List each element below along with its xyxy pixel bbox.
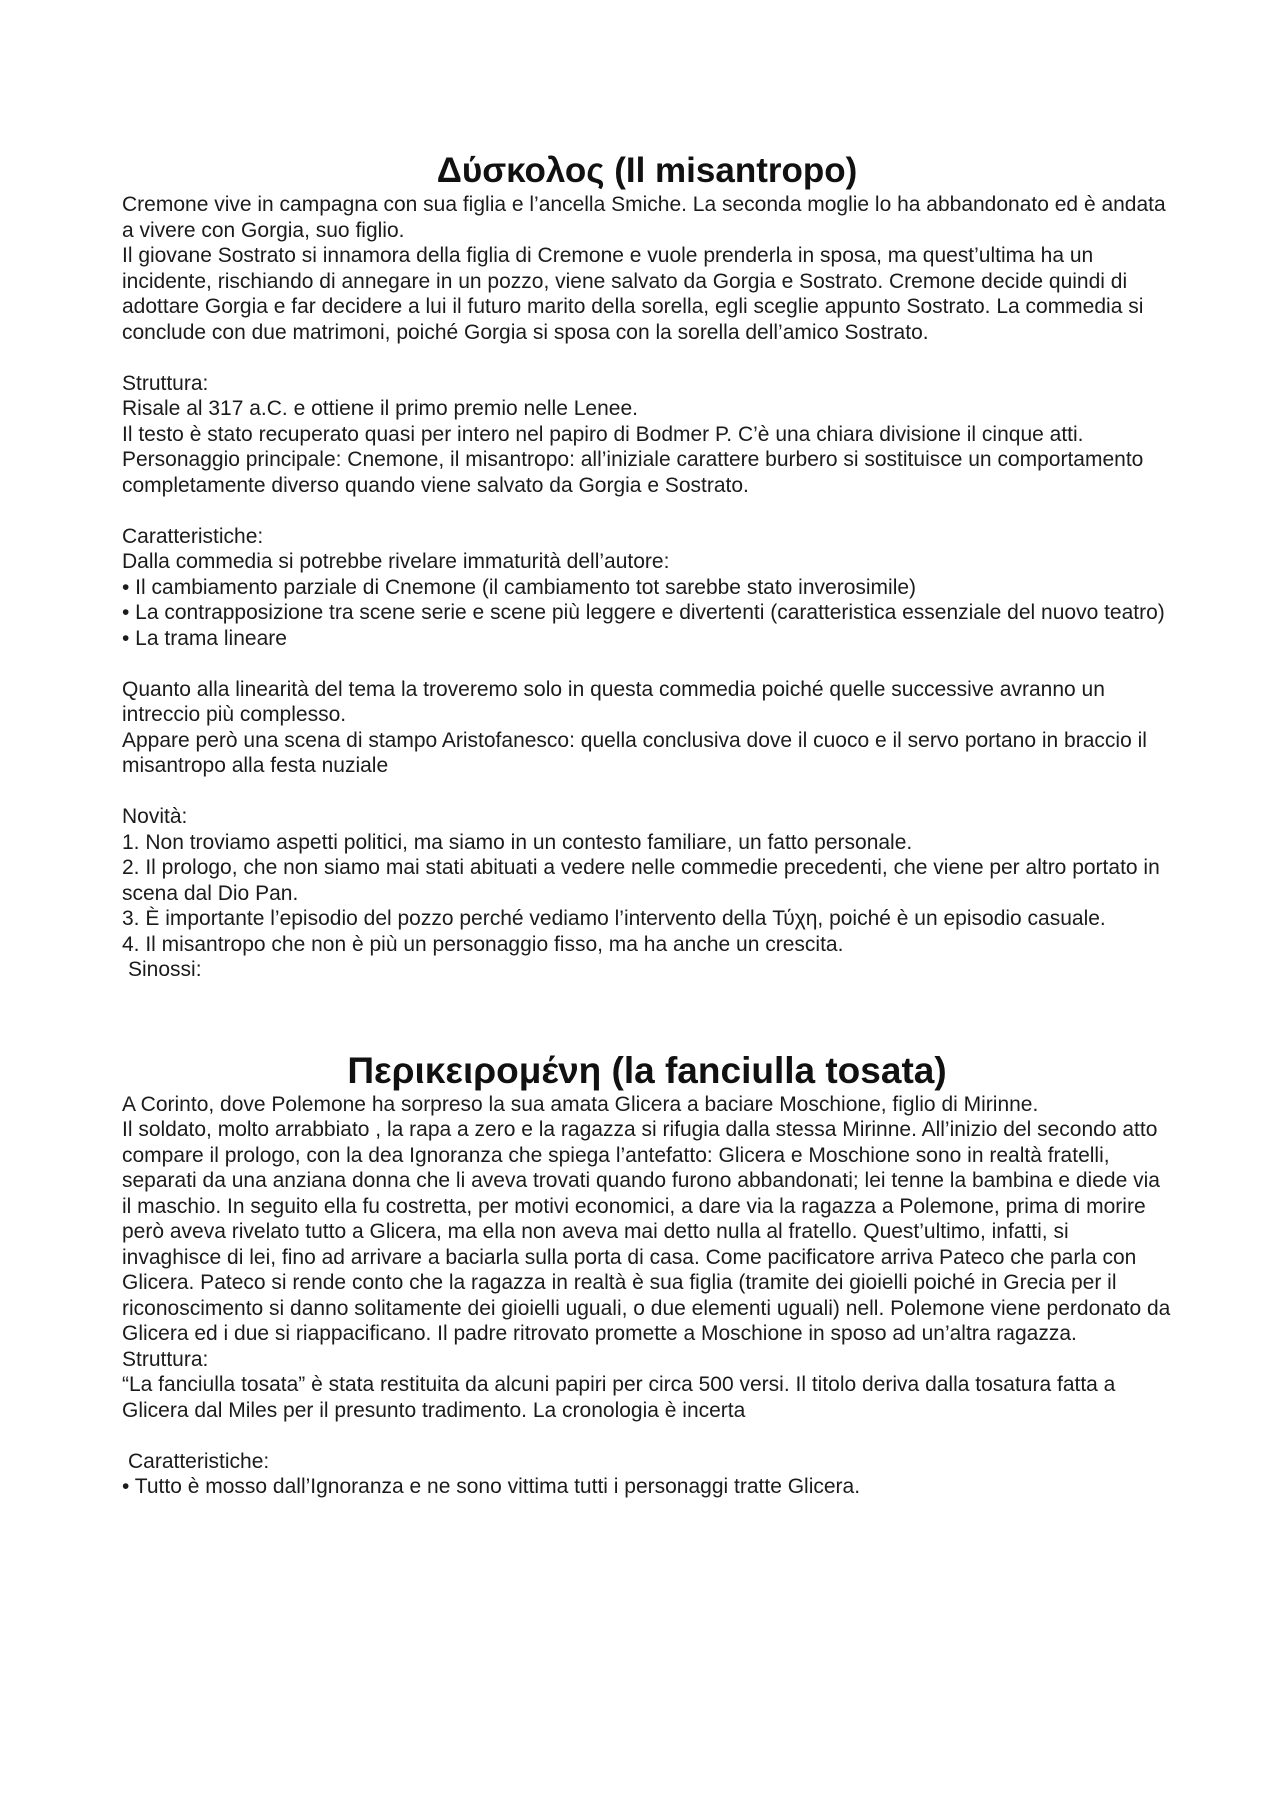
section-title-perikeiromene: Περικειρομένη (la fanciulla tosata) — [347, 1049, 947, 1091]
bullet-item: • Tutto è mosso dall’Ignoranza e ne sono vittima tutti i personaggi tratte Glicera. — [122, 1475, 861, 1498]
subheading-caratteristiche: Caratteristiche: — [128, 1449, 270, 1473]
subheading-struttura: Struttura: — [122, 1347, 209, 1371]
paragraph: Appare però una scena di stampo Aristofanesco: quella conclusiva dove il cuoco e il servo portano in braccio il misantropo alla festa nuziale — [122, 728, 1147, 777]
paragraph: Il giovane Sostrato si innamora della figlia di Cremone e vuole prenderla in sposa, ma quest’ultima ha un incidente, rischiando di annegare in un pozzo, viene salvato da Gorgia e Sostrato. Cremone decide quindi di adottare Gorgia e far decidere a lui il futuro marito della sorella, egli sceglie appunto Sostrato. La commedia si conclude con due matrimoni, poiché Gorgia si sposa con la sorella dell’amico Sostrato. — [122, 244, 1144, 344]
numbered-item: 1. Non troviamo aspetti politici, ma siamo in un contesto familiare, un fatto personale. — [122, 830, 913, 854]
numbered-item: 4. Il misantropo che non è più un personaggio fisso, ma ha anche un crescita. — [122, 932, 844, 956]
bullet-item: • Il cambiamento parziale di Cnemone (il cambiamento tot sarebbe stato inverosimile) — [122, 575, 917, 599]
bullet-item: • La trama lineare — [122, 626, 287, 650]
paragraph: A Corinto, dove Polemone ha sorpreso la sua amata Glicera a baciare Moschione, figlio di Mirinne. — [122, 1092, 1039, 1116]
paragraph: Risale al 317 a.C. e ottiene il primo premio nelle Lenee. — [122, 397, 638, 420]
numbered-item: 2. Il prologo, che non siamo mai stati abituati a vedere nelle commedie precedenti, che viene per altro portato in scena dal Dio Pan. — [122, 856, 1160, 905]
subheading-sinossi: Sinossi: — [128, 958, 202, 981]
section-title-dyskolos: Δύσκολος (Il misantropo) — [436, 151, 858, 190]
paragraph: Il soldato, molto arrabbiato , la rapa a zero e la ragazza si rifugia dalla stessa Mirinne. All’inizio del secondo atto compare il prologo, con la dea Ignoranza che spiega l’antefatto: Glicera e Moschione sono in realtà fratelli, separati da una anziana donna che li aveva trovati quando furono abbandonati; lei tenne la bambina e diede via il maschio. In seguito ella fu costretta, per motivi economici, a dare via la ragazza a Polemone, prima di morire però aveva rivelato tutto a Glicera, ma ella non aveva mai detto nulla al fratello. Quest’ultimo, infatti, si invaghisce di lei, fino ad arrivare a baciarla sulla porta di casa. Come pacificatore arriva Pateco che parla con Glicera. Pateco si rende conto che la ragazza in realtà è sua figlia (tramite dei gioielli poiché in Grecia per il riconoscimento si danno solitamente dei gioielli uguali, o due elementi uguali) nell. Polemone viene perdonato da Glicera ed i due si riappacificano. Il padre ritrovato promette a Moschione in sposo ad un’altra ragazza. — [122, 1118, 1171, 1345]
paragraph: Il testo è stato recuperato quasi per intero nel papiro di Bodmer P. C’è una chiara divisione il cinque atti. — [122, 422, 1084, 446]
document-page — [122, 150, 1172, 1500]
paragraph: “La fanciulla tosata” è stata restituita da alcuni papiri per circa 500 versi. Il titolo deriva dalla tosatura fatta a Glicera dal Miles per il presunto tradimento. La cronologia è incerta — [122, 1373, 1116, 1422]
paragraph: Personaggio principale: Cnemone, il misantropo: all’iniziale carattere burbero si sostituisce un comportamento completamente diverso quando viene salvato da Gorgia e Sostrato. — [122, 448, 1144, 497]
bullet-item: • La contrapposizione tra scene serie e scene più leggere e divertenti (caratteristica essenziale del nuovo teatro) — [122, 601, 1165, 624]
paragraph: Quanto alla linearità del tema la troveremo solo in questa commedia poiché quelle successive avranno un intreccio più complesso. — [122, 677, 1105, 726]
subheading-struttura: Struttura: — [122, 371, 209, 395]
paragraph: Dalla commedia si potrebbe rivelare immaturità dell’autore: — [122, 550, 670, 573]
subheading-caratteristiche: Caratteristiche: — [122, 524, 264, 548]
subheading-novita: Novità: — [122, 805, 188, 828]
paragraph: Cremone vive in campagna con sua figlia e l’ancella Smiche. La seconda moglie lo ha abbandonato ed è andata a vivere con Gorgia, suo figlio. — [122, 193, 1166, 242]
numbered-item: 3. È importante l’episodio del pozzo perché vediamo l’intervento della Τύχη, poiché è un episodio casuale. — [122, 907, 1106, 930]
